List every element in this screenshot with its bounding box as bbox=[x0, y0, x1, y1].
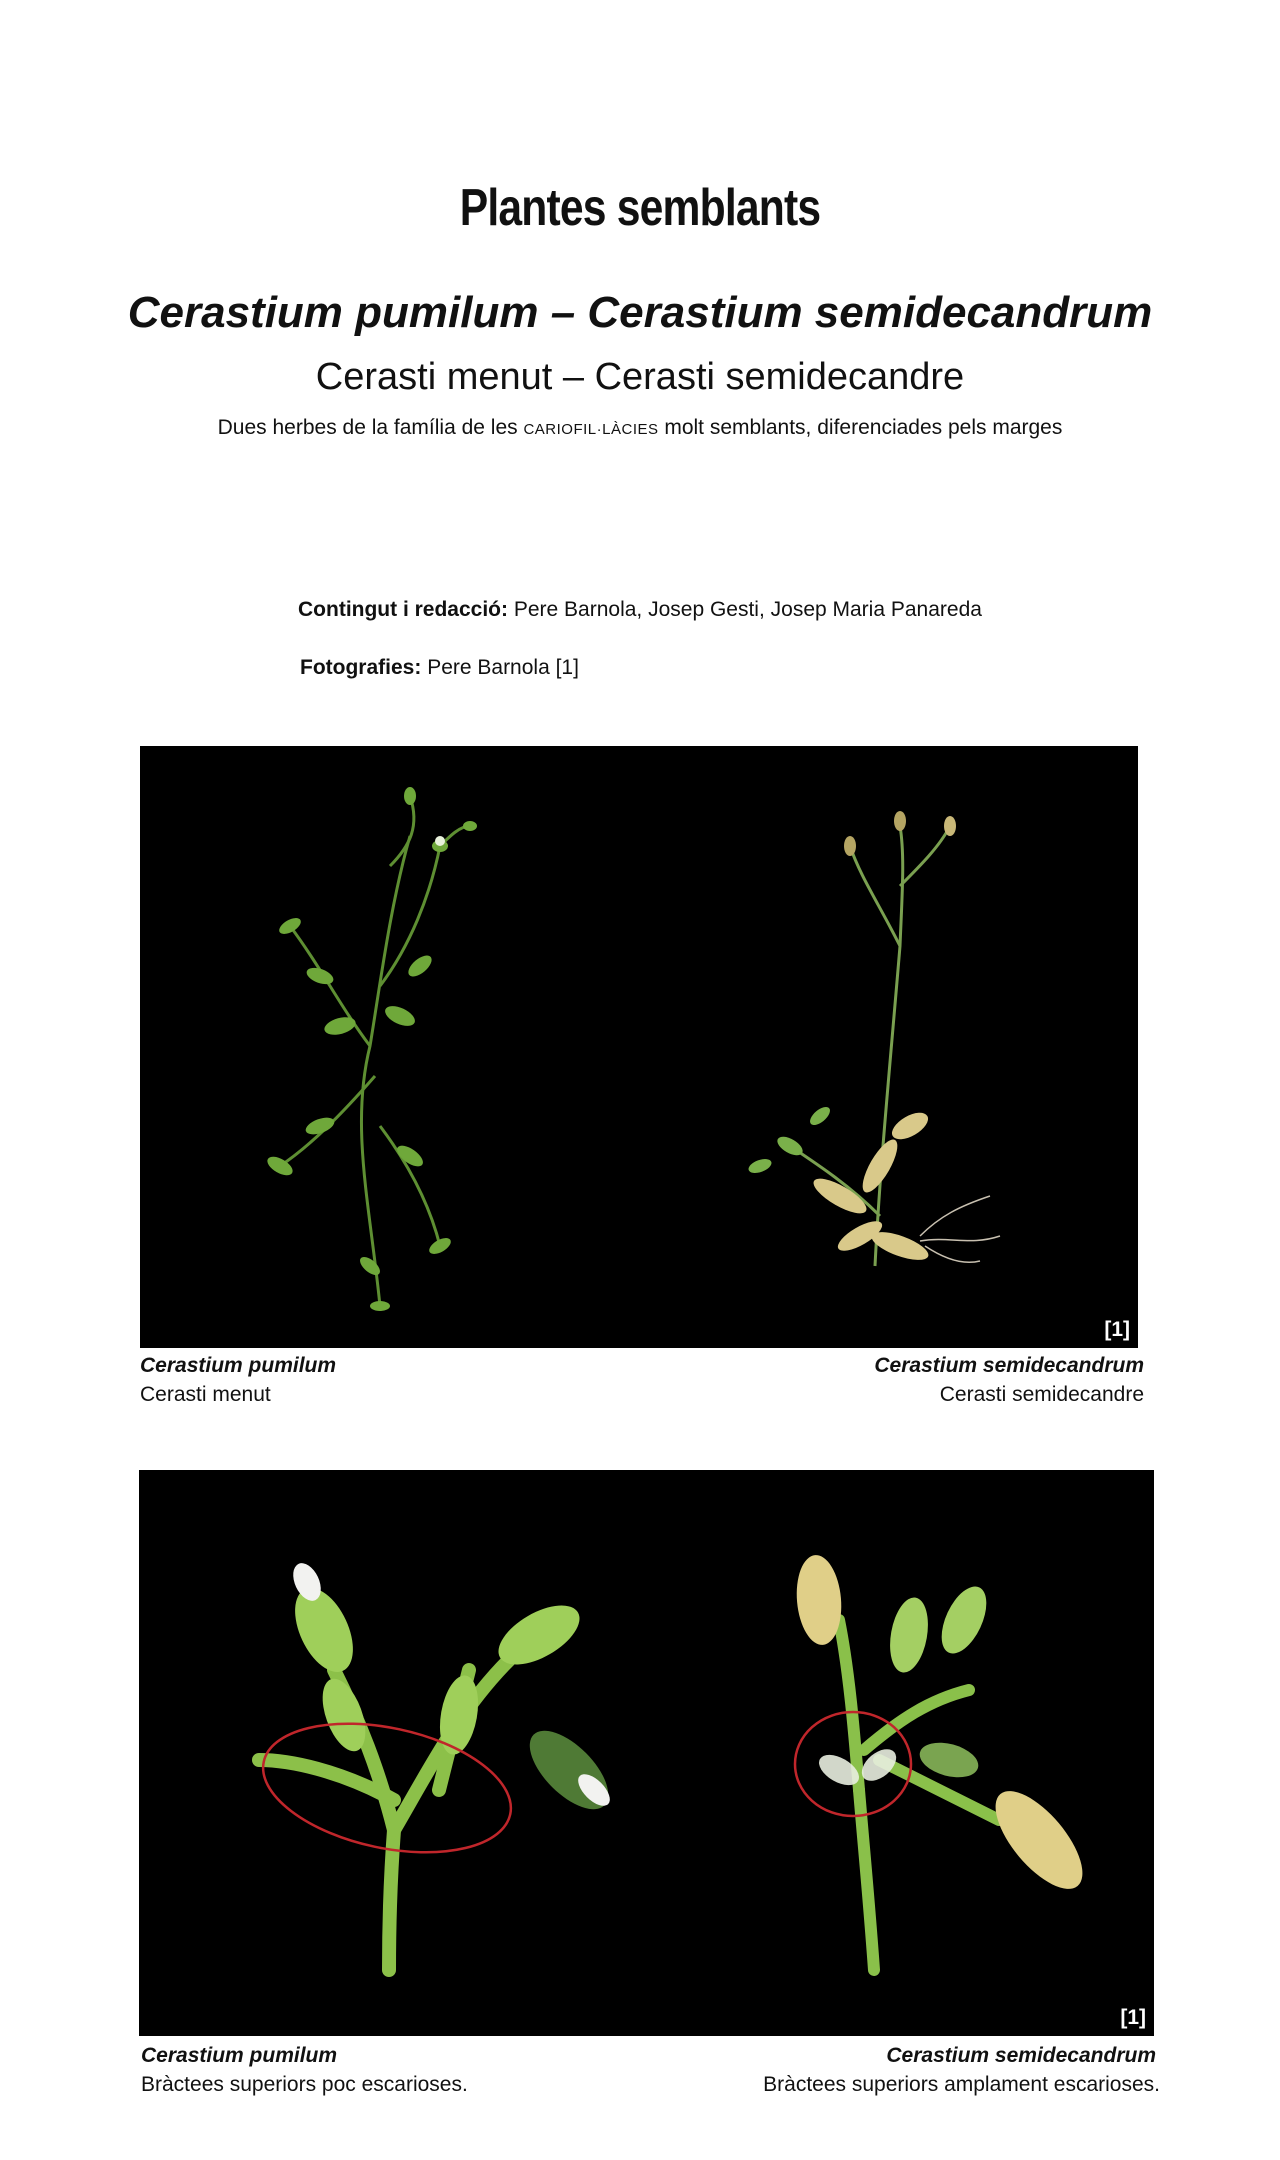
bracts-illustration bbox=[139, 1470, 1154, 2036]
pumilum-buds bbox=[283, 1579, 621, 1822]
description bbox=[0, 416, 1280, 440]
cerastium-semidecandrum-plant bbox=[790, 826, 950, 1266]
photo-reference: [1] bbox=[1104, 1318, 1130, 1341]
description-family: CARIOFIL·LÀCIES bbox=[523, 421, 659, 438]
figure1-right-common: Cerasti semidecandre bbox=[939, 1383, 1144, 1406]
figure1-left-name: Cerastium pumilum bbox=[140, 1354, 337, 1377]
credit-photos-label: Fotografies: bbox=[300, 656, 422, 679]
species-heading: Cerastium pumilum – Cerastium semidecandrum bbox=[127, 288, 1153, 337]
plants-illustration bbox=[140, 746, 1138, 1348]
figure1-left-common: Cerasti menut bbox=[140, 1383, 271, 1406]
description-after: molt semblants, diferenciades pels marges bbox=[664, 416, 1063, 439]
roots bbox=[920, 1196, 1000, 1262]
page-title: Plantes semblants bbox=[459, 179, 821, 237]
figure2-right-name: Cerastium semidecandrum bbox=[886, 2044, 1156, 2067]
figure2-right-note: Bràctees superiors amplament escarioses. bbox=[763, 2073, 1160, 2096]
credit-content-value: Pere Barnola, Josep Gesti, Josep Maria Panareda bbox=[513, 598, 982, 621]
credit-photos-value: Pere Barnola [1] bbox=[427, 656, 579, 679]
semidecandrum-flowers bbox=[793, 1553, 1097, 1902]
credit-content-label: Contingut i redacció: bbox=[298, 598, 508, 621]
cerastium-pumilum-plant bbox=[280, 796, 470, 1306]
cerastium-semidecandrum-dry-base bbox=[809, 1107, 932, 1265]
semidecandrum-buds bbox=[885, 1580, 996, 1783]
credit-photos bbox=[300, 656, 579, 680]
credit-content bbox=[298, 598, 982, 622]
common-names-heading: Cerasti menut – Cerasti semidecandre bbox=[315, 356, 965, 398]
figure2-left-note: Bràctees superiors poc escarioses. bbox=[141, 2073, 468, 2096]
photo-whole-plants bbox=[140, 746, 1138, 1348]
figure2-left-name: Cerastium pumilum bbox=[141, 2044, 338, 2067]
figure1-right-name: Cerastium semidecandrum bbox=[874, 1354, 1144, 1377]
semidecandrum-stems bbox=[839, 1620, 999, 1970]
description-before: Dues herbes de la família de les bbox=[217, 416, 518, 439]
photo-bracts-detail bbox=[139, 1470, 1154, 2036]
photo-reference: [1] bbox=[1120, 2006, 1146, 2029]
